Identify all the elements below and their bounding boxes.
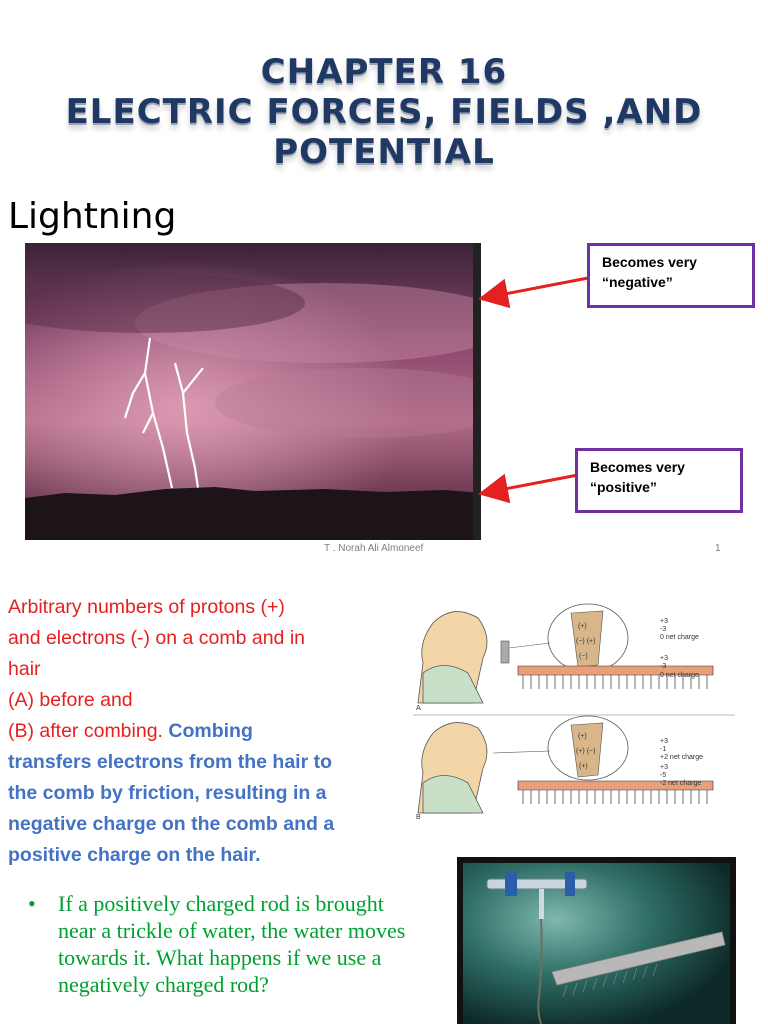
chapter-title	[0, 52, 768, 172]
lightning-heading: Lightning	[8, 196, 177, 237]
svg-text:(−) (+): (−) (+)	[576, 638, 596, 645]
a-comb-net: 0 net charge	[660, 672, 699, 679]
para-red-tail: (B) after combing.	[8, 720, 169, 742]
para-line-8: negative charge on the comb and a	[8, 813, 335, 835]
callout-negative-line2: “negative”	[602, 274, 673, 290]
b-hair-net: +2 net charge	[660, 754, 704, 761]
comb-illustration	[413, 603, 735, 821]
para-blue-head: Combing	[168, 720, 253, 742]
title-line-1: CHAPTER 16	[260, 52, 508, 92]
callout-positive-line1: Becomes very	[590, 459, 685, 475]
title-line-3: POTENTIAL	[273, 132, 495, 172]
para-line-4: (A) before and	[8, 689, 133, 711]
para-line-7: the comb by friction, resulting in a	[8, 782, 327, 804]
svg-text:(+): (+)	[578, 733, 587, 740]
a-hair-plus: +3	[660, 618, 668, 625]
svg-text:(+): (+)	[579, 763, 588, 770]
arrow-positive	[484, 475, 578, 493]
callout-negative-line1: Becomes very	[602, 254, 697, 270]
para-line-6: transfers electrons from the hair to	[8, 751, 332, 773]
water-rod-image	[457, 857, 736, 1024]
arrow-negative	[484, 278, 588, 298]
bullet-text: If a positively charged rod is brought near a trickle of water, the water moves towards it. What happens if we use a negatively charged rod?	[58, 891, 406, 997]
footer-author: T . Norah Ali Almoneef	[324, 543, 424, 554]
lightning-photo	[25, 243, 481, 540]
para-line-1: Arbitrary numbers of protons (+)	[8, 596, 285, 618]
a-hair-net: 0 net charge	[660, 634, 699, 641]
b-comb-minus: -5	[660, 772, 667, 779]
para-line-2: and electrons (-) on a comb and in	[8, 627, 305, 649]
para-line-9: positive charge on the hair.	[8, 844, 261, 866]
bullet-dot: •	[28, 891, 36, 916]
b-hair-minus: -1	[660, 746, 667, 753]
page-number: 1	[715, 543, 721, 554]
svg-text:(+): (+)	[578, 623, 587, 630]
lightning-image	[25, 243, 481, 540]
panel-a	[416, 604, 713, 712]
panel-a-label: A	[416, 705, 421, 712]
svg-text:(−): (−)	[579, 653, 588, 660]
water-rod-photo	[457, 857, 736, 1024]
svg-text:(+) (−): (+) (−)	[576, 748, 596, 755]
panel-b	[416, 716, 713, 821]
callout-positive	[575, 448, 743, 513]
title-line-2: ELECTRIC FORCES, FIELDS ,AND	[65, 92, 703, 132]
callout-negative	[587, 243, 755, 308]
para-line-5	[8, 716, 400, 747]
a-hair-minus: -3	[660, 626, 667, 633]
comb-figure	[413, 603, 735, 821]
callout-positive-line2: “positive”	[590, 479, 657, 495]
b-comb-net: -2 net charge	[660, 780, 702, 787]
b-hair-plus: +3	[660, 738, 668, 745]
comb-paragraph	[8, 592, 400, 871]
para-line-3: hair	[8, 658, 41, 680]
panel-b-label: B	[416, 814, 421, 821]
a-comb-plus: +3	[660, 655, 668, 662]
a-comb-minus: -3	[660, 663, 667, 670]
b-comb-plus: +3	[660, 764, 668, 771]
